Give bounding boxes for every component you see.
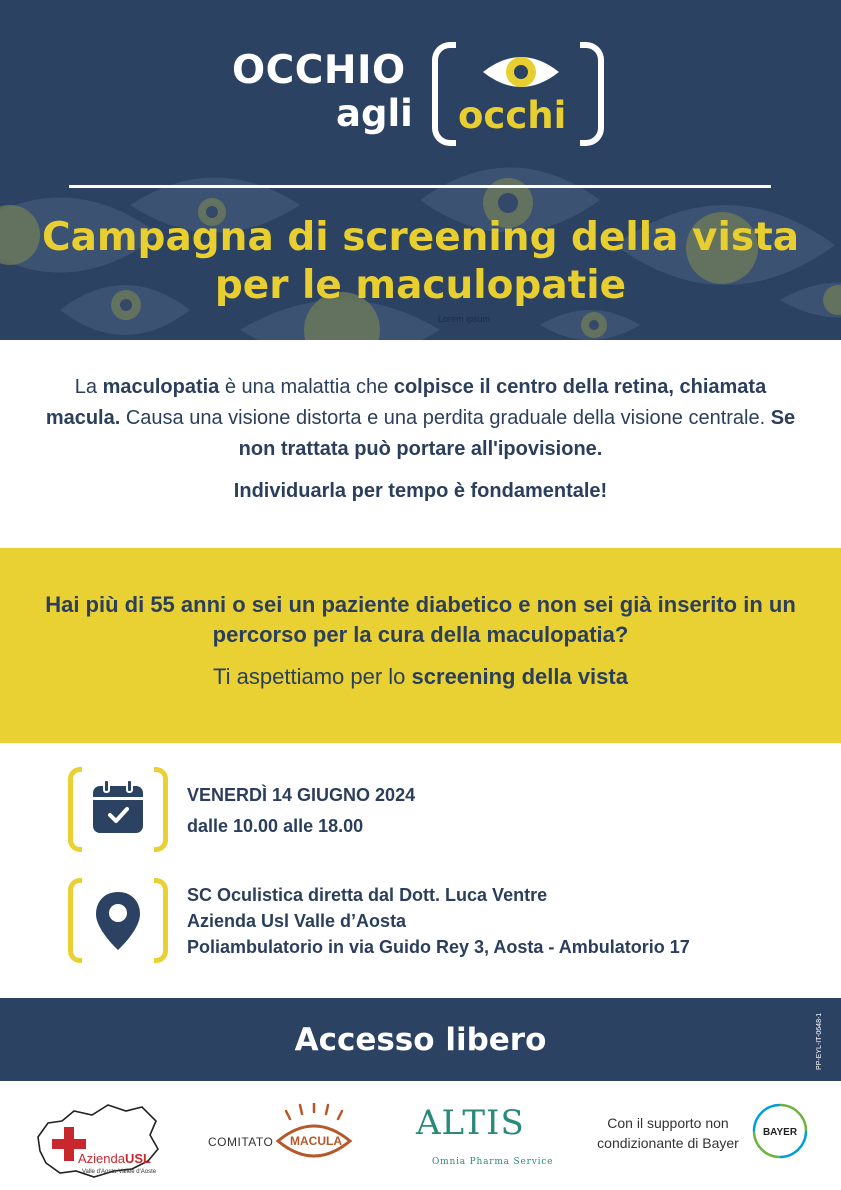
altis-subtitle: Omnia Pharma Service [432, 1157, 554, 1167]
bayer-cross-logo [752, 1103, 808, 1159]
document-code-text: PP-EYL-IT-0648-1 [816, 1012, 823, 1070]
location-organization: Azienda Usl Valle d’Aosta [187, 911, 407, 931]
screening-invite [30, 664, 811, 690]
intro-text: è una malattia che [219, 376, 394, 398]
intro-emphasis: Individuarla per tempo è fondamentale! [233, 480, 608, 502]
logo-word-occhi: occhi [458, 94, 567, 137]
document-code [814, 1012, 826, 1072]
frame-bracket-left [68, 878, 82, 963]
intro-paragraph [40, 372, 801, 465]
access-banner [0, 998, 841, 1081]
logo-word-occhio: OCCHIO [232, 48, 406, 93]
intro-text: La [74, 376, 103, 398]
macula-prefix: COMITATO [208, 1135, 274, 1149]
location-icon-frame [68, 878, 168, 963]
comitato-macula-logo [208, 1103, 358, 1173]
usl-subtitle: Valle d'Aosta-Vallée d'Aoste [82, 1169, 157, 1175]
invite-bold: screening della vista [411, 664, 628, 689]
usl-name-bold: USL [124, 1151, 151, 1166]
altis-logo [410, 1103, 554, 1173]
invite-text: Ti aspettiamo per lo [213, 664, 412, 689]
usl-name-prefix: Azienda [78, 1151, 125, 1166]
location-department: SC Oculistica diretta dal Dott. Luca Ventre [187, 885, 548, 905]
altis-wordmark: ALTIS [416, 1103, 525, 1143]
access-label: Accesso libero [294, 1022, 547, 1058]
frame-bracket-right [154, 767, 168, 852]
logo-bracket-left [432, 42, 456, 146]
intro-bold-term: maculopatia [102, 376, 220, 398]
calendar-check-icon [90, 777, 146, 837]
intro-bold-retina: colpisce il centro della retina, chiamata macula. [45, 376, 767, 429]
event-time: dalle 10.00 alle 18.00 [187, 816, 364, 836]
sponsor-logos [0, 1081, 841, 1190]
placeholder-note: Lorem ipsum [438, 314, 491, 324]
target-question: Hai più di 55 anni o sei un paziente diabetico e non sei già inserito in un percorso per la cura della maculopatia? [45, 592, 796, 647]
date-icon-frame [68, 767, 168, 852]
target-audience-band [0, 548, 841, 743]
campaign-logo [232, 40, 612, 150]
intro-bold-warning: Se non trattata può portare all'ipovisione. [238, 407, 796, 460]
frame-bracket-left [68, 767, 82, 852]
header-divider [69, 185, 771, 188]
header-banner [0, 0, 841, 340]
frame-bracket-right [154, 878, 168, 963]
bayer-logo-text: BAYER [762, 1127, 798, 1138]
campaign-title: Campagna di screening della vista per le maculopatie [41, 215, 800, 308]
logo-bracket-right [580, 42, 604, 146]
location-address: Poliambulatorio in via Guido Rey 3, Aosta - Ambulatorio 17 [187, 937, 690, 957]
eye-icon [480, 48, 562, 96]
map-pin-icon [90, 888, 146, 954]
intro-text: Causa una visione distorta e una perdita graduale della visione centrale. [120, 407, 771, 429]
logo-word-agli: agli [336, 92, 413, 135]
bayer-support-note: Con il supporto non condizionante di Bayer [597, 1115, 739, 1151]
usl-name [78, 1151, 151, 1166]
macula-word: MACULA [290, 1134, 342, 1148]
event-date: VENERDÌ 14 GIUGNO 2024 [187, 785, 416, 805]
usl-map-mark [34, 1099, 164, 1179]
azienda-usl-logo [34, 1099, 164, 1179]
